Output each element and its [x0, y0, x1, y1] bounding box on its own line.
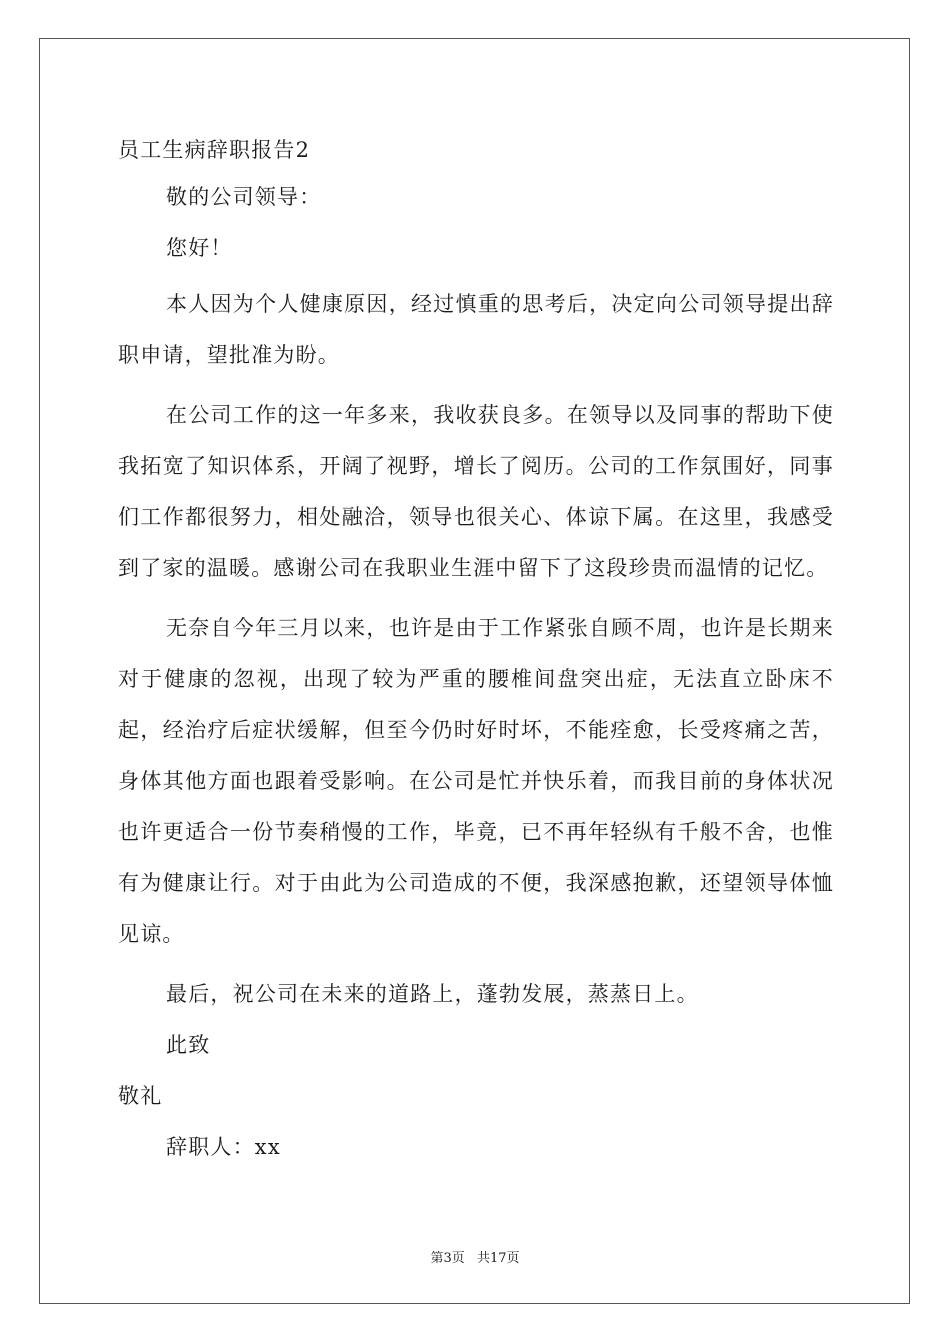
- paragraph-2: 在公司工作的这一年多来，我收获良多。在领导以及同事的帮助下使我拓宽了知识体系，开阔了视野，增长了阅历。公司的工作氛围好，同事们工作都很努力，相处融洽，领导也很关心、体谅下属。在这里，我感受到了家的温暖。感谢公司在我职业生涯中留下了这段珍贵而温情的记忆。: [118, 403, 834, 580]
- closing-line-2: 敬礼: [118, 1084, 163, 1108]
- paragraph-3: 无奈自今年三月以来，也许是由于工作紧张自顾不周，也许是长期来对于健康的忽视，出现了较为严重的腰椎间盘突出症，无法直立卧床不起，经治疗后症状缓解，但至今仍时好时坏，不能痊愈，长受疼痛之苦，身体其他方面也跟着受影响。在公司是忙并快乐着，而我目前的身体状况也许更适合一份节奏稍慢的工作，毕竟，已不再年轻纵有千般不舍，也惟有为健康让行。对于由此为公司造成的不便，我深感抱歉，还望领导体恤见谅。: [118, 616, 834, 946]
- signature: 辞职人：xx: [166, 1135, 281, 1159]
- paragraph-1: 本人因为个人健康原因，经过慎重的思考后，决定向公司领导提出辞职申请，望批准为盼。: [118, 292, 834, 367]
- letter-body: [118, 128, 834, 1173]
- page-number: 第3页: [430, 1251, 465, 1266]
- page-footer: [0, 1247, 950, 1266]
- document-title: 员工生病辞职报告2: [118, 138, 311, 162]
- greeting: 您好！: [166, 236, 233, 260]
- salutation: 敬的公司领导：: [166, 185, 322, 209]
- paragraph-4: 最后，祝公司在未来的道路上，蓬勃发展，蒸蒸日上。: [166, 982, 699, 1006]
- page-total: 共17页: [476, 1251, 520, 1266]
- closing-line-1: 此致: [166, 1033, 211, 1057]
